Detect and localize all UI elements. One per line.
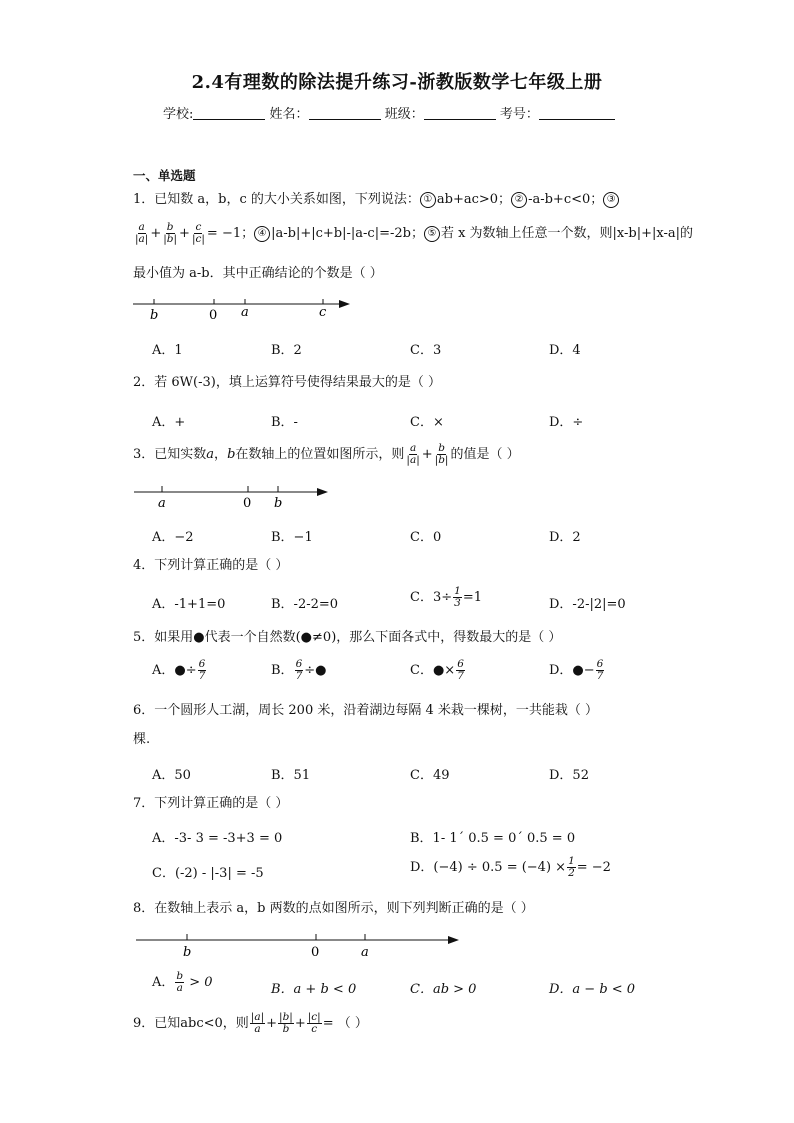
circled-number-2: ② bbox=[511, 192, 527, 208]
question-4: 4．下列计算正确的是（ ） bbox=[133, 558, 289, 573]
number-line-q8 bbox=[132, 930, 467, 962]
q2-option-a[interactable]: A．+ bbox=[152, 415, 186, 430]
q5-option-d[interactable]: D．●− $\frac{6}{7}$ bbox=[549, 658, 604, 682]
q6-option-d[interactable]: D．52 bbox=[549, 768, 589, 783]
question-9: 9．已知abc<0，则 $\frac{|a|}{a}$ + $\frac{|b|}{b}$ + $\frac{|c|}{c}$ = （ ） bbox=[133, 1011, 368, 1035]
page-title: 2.4有理数的除法提升练习-浙教版数学七年级上册 bbox=[191, 72, 603, 93]
fraction-one-third: $\frac{1}{3}$ bbox=[454, 585, 461, 609]
name-blank bbox=[309, 105, 381, 120]
q8-option-d[interactable]: D．a − b < 0 bbox=[549, 982, 636, 997]
section-heading: 一、单选题 bbox=[133, 168, 196, 183]
q7-option-b[interactable]: B．1- 1´ 0.5 = 0´ 0.5 = 0 bbox=[410, 831, 576, 846]
label-0: 0 bbox=[243, 496, 252, 511]
fraction-six-sevenths: $\frac{6}{7}$ bbox=[198, 658, 206, 682]
fraction-one-half: $\frac{1}{2}$ bbox=[568, 855, 575, 879]
q5-option-a[interactable]: A．●÷ $\frac{6}{7}$ bbox=[152, 658, 206, 682]
q3-option-b[interactable]: B．−1 bbox=[271, 530, 313, 545]
circled-number-3: ③ bbox=[603, 192, 619, 208]
label-0: 0 bbox=[311, 945, 320, 960]
fraction-b-over-abs-b: $\frac{b}{|b|}$ bbox=[434, 442, 449, 466]
q6-option-b[interactable]: B．51 bbox=[271, 768, 311, 783]
label-a: a bbox=[241, 305, 249, 320]
school-blank bbox=[193, 105, 265, 120]
q7-option-a[interactable]: A．-3- 3 = -3+3 = 0 bbox=[152, 831, 283, 846]
question-1-line-2: $\frac{a}{|a|}$ + $\frac{b}{|b|}$ + $\frac{c}{|c|}$ = −1； ④ |a-b|+|c+b|-|a-c|=-2b； ⑤ 若 x 为数轴上任意一个数，则|x-b|+|x-a|的 bbox=[135, 221, 694, 245]
number-label: 考号： bbox=[499, 107, 539, 122]
fraction-c-over-abs-c: $\frac{c}{|c|}$ bbox=[191, 221, 205, 245]
q1-option-d[interactable]: D．4 bbox=[549, 343, 581, 358]
q1-option-c[interactable]: C．3 bbox=[410, 343, 442, 358]
label-b: b bbox=[150, 308, 159, 323]
number-blank bbox=[539, 105, 615, 120]
q4-option-b[interactable]: B．-2-2=0 bbox=[271, 597, 339, 612]
school-label: 学校: bbox=[163, 107, 194, 122]
class-blank bbox=[424, 105, 496, 120]
fraction-b-over-a: $\frac{b}{a}$ bbox=[176, 970, 184, 994]
fraction-a-over-abs-a: $\frac{a}{|a|}$ bbox=[406, 442, 420, 466]
circled-number-4: ④ bbox=[254, 226, 270, 242]
fraction-a-over-abs-a: $\frac{a}{|a|}$ bbox=[135, 221, 149, 245]
fraction-abs-b-over-b: $\frac{|b|}{b}$ bbox=[279, 1011, 293, 1035]
label-b: b bbox=[274, 496, 283, 511]
q2-option-c[interactable]: C．× bbox=[410, 415, 444, 430]
question-6-line-1: 6．一个圆形人工湖，周长 200 米，沿着湖边每隔 4 米栽一棵树，一共能栽（ ） bbox=[133, 703, 599, 718]
student-info-line bbox=[163, 103, 615, 122]
q5-option-c[interactable]: C．●× $\frac{6}{7}$ bbox=[410, 658, 464, 682]
label-c: c bbox=[319, 305, 327, 320]
fraction-abs-c-over-c: $\frac{|c|}{c}$ bbox=[307, 1011, 321, 1035]
q8-option-c[interactable]: C．ab > 0 bbox=[410, 982, 477, 997]
q7-option-d[interactable]: D．(−4) ÷ 0.5 = (−4) × $\frac{1}{2}$ = −2 bbox=[410, 855, 611, 879]
circled-number-5: ⑤ bbox=[424, 226, 440, 242]
name-label: 姓名： bbox=[269, 107, 309, 122]
q2-option-d[interactable]: D．÷ bbox=[549, 415, 584, 430]
number-line-q1 bbox=[130, 294, 360, 324]
q1-option-b[interactable]: B．2 bbox=[271, 343, 302, 358]
q2-option-b[interactable]: B．- bbox=[271, 415, 298, 430]
fraction-six-sevenths: $\frac{6}{7}$ bbox=[457, 658, 464, 682]
question-1-line-3: 最小值为 a-b．其中正确结论的个数是（ ） bbox=[133, 266, 383, 281]
class-label: 班级： bbox=[384, 107, 424, 122]
question-3: 3．已知实数a，b在数轴上的位置如图所示，则 $\frac{a}{|a|}$ + $\frac{b}{|b|}$ 的值是（ ） bbox=[133, 442, 520, 466]
q4-option-d[interactable]: D．-2-|2|=0 bbox=[549, 597, 626, 612]
label-a: a bbox=[158, 496, 166, 511]
q8-option-b[interactable]: B．a + b < 0 bbox=[271, 982, 357, 997]
fraction-abs-a-over-a: $\frac{|a|}{a}$ bbox=[250, 1011, 265, 1035]
q8-option-a[interactable]: A． $\frac{b}{a}$ > 0 bbox=[152, 970, 213, 994]
fraction-six-sevenths: $\frac{6}{7}$ bbox=[596, 658, 604, 682]
q6-option-c[interactable]: C．49 bbox=[410, 768, 450, 783]
label-0: 0 bbox=[209, 308, 218, 323]
q7-option-c[interactable]: C．(-2) - |-3| = -5 bbox=[152, 866, 264, 881]
label-a: a bbox=[361, 945, 369, 960]
question-6-line-2: 棵. bbox=[133, 732, 151, 747]
q3-option-a[interactable]: A．−2 bbox=[152, 530, 194, 545]
circled-number-1: ① bbox=[420, 192, 436, 208]
q4-option-a[interactable]: A．-1+1=0 bbox=[152, 597, 226, 612]
number-line-q3 bbox=[130, 482, 340, 512]
label-b: b bbox=[183, 945, 192, 960]
q1-option-a[interactable]: A．1 bbox=[152, 343, 183, 358]
q4-option-c[interactable]: C．3÷ $\frac{1}{3}$ =1 bbox=[410, 585, 482, 609]
q6-option-a[interactable]: A．50 bbox=[152, 768, 191, 783]
question-7: 7．下列计算正确的是（ ） bbox=[133, 796, 289, 811]
question-2: 2．若 6W(-3)，填上运算符号使得结果最大的是（ ） bbox=[133, 375, 441, 390]
q3-option-d[interactable]: D．2 bbox=[549, 530, 581, 545]
q3-option-c[interactable]: C．0 bbox=[410, 530, 442, 545]
q5-option-b[interactable]: B． $\frac{6}{7}$ ÷● bbox=[271, 658, 327, 682]
fraction-b-over-abs-b: $\frac{b}{|b|}$ bbox=[163, 221, 178, 245]
question-1-line-1: 1．已知数 a，b，c 的大小关系如图，下列说法： ① ab+ac>0； ② -a-b+c<0； ③ bbox=[133, 190, 620, 210]
question-5: 5．如果用●代表一个自然数(●≠0)，那么下面各式中，得数最大的是（ ） bbox=[133, 630, 562, 645]
question-8: 8．在数轴上表示 a，b 两数的点如图所示，则下列判断正确的是（ ） bbox=[133, 901, 534, 916]
fraction-six-sevenths: $\frac{6}{7}$ bbox=[295, 658, 303, 682]
